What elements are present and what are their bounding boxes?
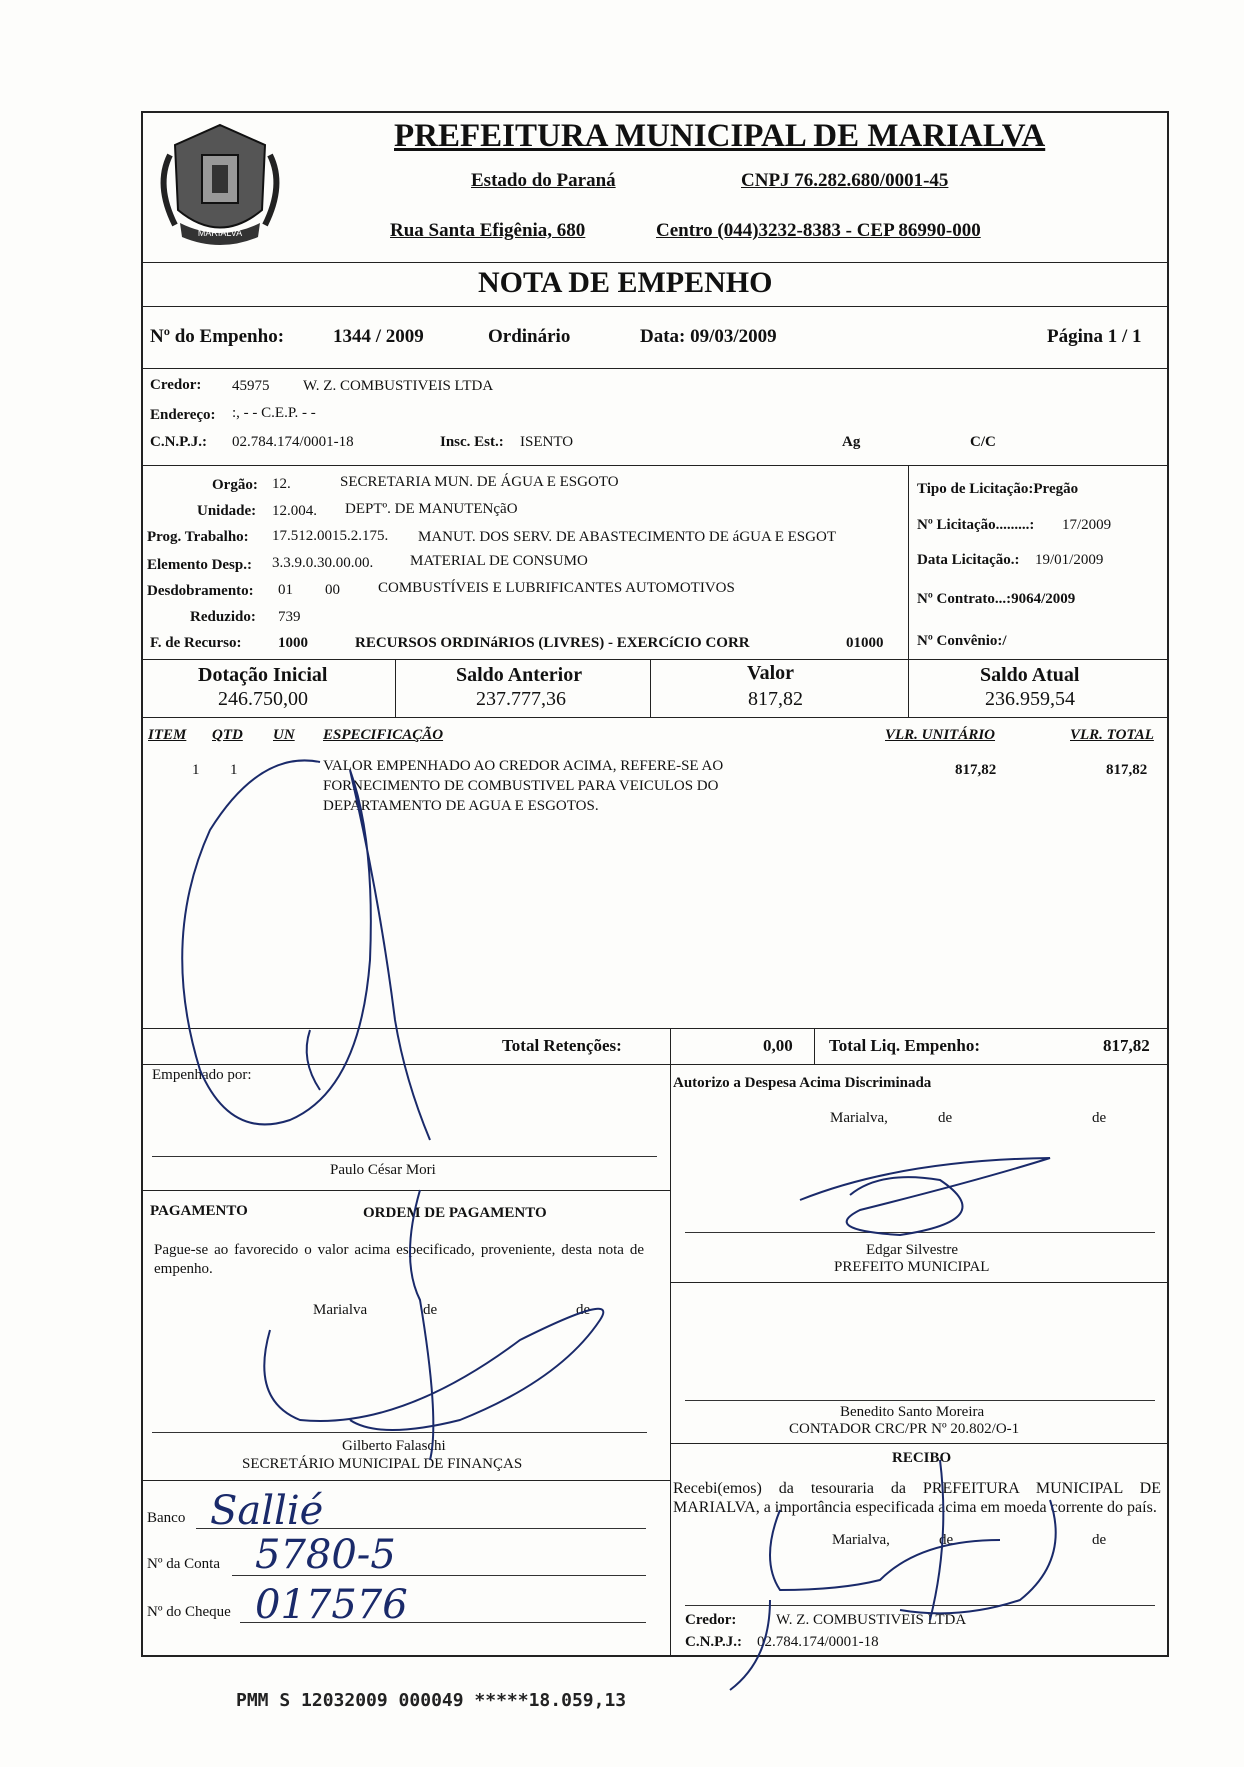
reduzido-value: 739 — [278, 609, 301, 625]
prog-code: 17.512.0015.2.175. — [272, 528, 389, 544]
pagamento-role: SECRETÁRIO MUNICIPAL DE FINANÇAS — [242, 1456, 523, 1472]
pagamento-title: PAGAMENTO — [150, 1203, 248, 1219]
state-name: Estado do Paraná — [471, 170, 616, 191]
reduzido-label: Reduzido: — [190, 609, 256, 625]
col-un: UN — [273, 727, 295, 743]
header-cnpj: CNPJ 76.282.680/0001-45 — [741, 170, 949, 191]
credor-label: Credor: — [150, 377, 202, 393]
autorizo-signer: Edgar Silvestre — [866, 1242, 959, 1258]
col-qtd: QTD — [212, 727, 243, 743]
valor-label: Valor — [747, 662, 795, 684]
conta-label: Nº da Conta — [147, 1556, 220, 1572]
item-spec-line1: VALOR EMPENHADO AO CREDOR ACIMA, REFERE-SE AO — [323, 758, 724, 774]
data-licitacao-value: 19/01/2009 — [1035, 552, 1104, 568]
elemento-code: 3.3.9.0.30.00.00. — [272, 555, 374, 571]
pagamento-text: Pague-se ao favorecido o valor acima especificado, proveniente, desta nota de empenho. — [154, 1242, 644, 1277]
desdobramento-label: Desdobramento: — [147, 583, 254, 599]
item-spec-line2: FORNECIMENTO DE COMBUSTIVEL PARA VEICULOS DO — [323, 778, 719, 794]
autorizo-place: Marialva, — [830, 1110, 888, 1126]
recibo-credor-label: Credor: — [685, 1612, 737, 1628]
insc-value: ISENTO — [520, 434, 574, 450]
recurso-code2: 01000 — [846, 635, 884, 651]
item-qtd: 1 — [230, 762, 238, 778]
liq-empenho-label: Total Liq. Empenho: — [829, 1036, 980, 1055]
numero-licitacao-label: Nº Licitação.........: — [917, 517, 1035, 533]
recurso-code: 1000 — [278, 635, 308, 651]
municipality-title: PREFEITURA MUNICIPAL DE MARIALVA — [394, 118, 1046, 154]
credor-name: W. Z. COMBUSTIVEIS LTDA — [303, 378, 494, 394]
data-licitacao-label: Data Licitação.: — [917, 552, 1020, 568]
desdobramento-code: 01 — [278, 582, 293, 598]
recibo-place: Marialva, — [832, 1532, 890, 1548]
autorizo-role: PREFEITO MUNICIPAL — [834, 1259, 990, 1275]
col-item: ITEM — [148, 727, 187, 743]
col-spec: ESPECIFICAÇÃO — [323, 727, 444, 743]
dotacao-inicial-label: Dotação Inicial — [198, 664, 328, 686]
contador-role: CONTADOR CRC/PR Nº 20.802/O-1 — [789, 1421, 1020, 1437]
banco-handwritten: Sallié — [210, 1488, 324, 1534]
pagamento-place: Marialva — [313, 1302, 368, 1318]
empenho-label: Nº do Empenho: — [150, 326, 285, 347]
saldo-anterior-label: Saldo Anterior — [456, 664, 583, 686]
recibo-de1: de — [939, 1532, 954, 1548]
pagamento-de1: de — [423, 1302, 438, 1318]
recibo-title: RECIBO — [892, 1450, 952, 1466]
empenhado-label: Empenhado por: — [152, 1067, 252, 1083]
header-address: Rua Santa Efigênia, 680 — [390, 220, 586, 241]
insc-label: Insc. Est.: — [440, 434, 504, 450]
contador-signer: Benedito Santo Moreira — [840, 1404, 985, 1420]
cc-label: C/C — [970, 434, 996, 450]
footer-stamp: PMM S 12032009 000049 *****18.059,13 — [236, 1690, 627, 1711]
convenio: Nº Convênio:/ — [917, 633, 1007, 649]
elemento-desc: MATERIAL DE CONSUMO — [410, 553, 588, 569]
orgao-desc: SECRETARIA MUN. DE ÁGUA E ESGOTO — [340, 474, 619, 490]
elemento-label: Elemento Desp.: — [147, 557, 252, 573]
col-unit-price: VLR. UNITÁRIO — [885, 727, 996, 743]
recibo-cnpj-label: C.N.P.J.: — [685, 1634, 742, 1650]
desdobramento-code2: 00 — [325, 582, 340, 598]
unidade-desc: DEPTº. DE MANUTENçãO — [345, 501, 518, 517]
dotacao-inicial-value: 246.750,00 — [218, 688, 308, 710]
autorizo-de2: de — [1092, 1110, 1107, 1126]
empenhado-signer: Paulo César Mori — [330, 1162, 436, 1178]
contrato: Nº Contrato...:9064/2009 — [917, 591, 1076, 607]
recibo-credor-value: W. Z. COMBUSTIVEIS LTDA — [776, 1612, 967, 1628]
recurso-label: F. de Recurso: — [150, 635, 242, 651]
retencoes-label: Total Retenções: — [502, 1036, 622, 1055]
empenho-date: Data: 09/03/2009 — [640, 326, 777, 347]
recurso-desc: RECURSOS ORDINáRIOS (LIVRES) - EXERCíCIO CORR — [355, 635, 750, 651]
item-spec-line3: DEPARTAMENTO DE AGUA E ESGOTOS. — [323, 798, 599, 814]
numero-licitacao-value: 17/2009 — [1062, 517, 1112, 533]
empenho-number: 1344 / 2009 — [333, 326, 424, 347]
cheque-handwritten: 017576 — [255, 1582, 408, 1628]
banco-label: Banco — [147, 1510, 186, 1526]
conta-handwritten: 5780-5 — [255, 1532, 396, 1578]
pagamento-de2: de — [576, 1302, 591, 1318]
item-number: 1 — [192, 762, 200, 778]
valor-value: 817,82 — [748, 688, 803, 710]
pagamento-signer: Gilberto Falaschi — [342, 1438, 446, 1454]
cheque-label: Nº do Cheque — [147, 1604, 231, 1620]
endereco-label: Endereço: — [150, 407, 216, 423]
autorizo-de1: de — [938, 1110, 953, 1126]
prog-desc: MANUT. DOS SERV. DE ABASTECIMENTO DE áGUA E ESGOT — [418, 529, 836, 545]
header-contact: Centro (044)3232-8383 - CEP 86990-000 — [656, 220, 981, 241]
orgao-label: Orgão: — [212, 477, 258, 493]
saldo-anterior-value: 237.777,36 — [476, 688, 566, 710]
svg-text:MARIALVA: MARIALVA — [197, 228, 243, 238]
page-number: Página 1 / 1 — [1047, 326, 1142, 347]
ordem-pagamento: ORDEM DE PAGAMENTO — [363, 1205, 547, 1221]
item-total: 817,82 — [1106, 762, 1148, 778]
endereco-value: :, - - C.E.P. - - — [232, 405, 316, 421]
retencoes-value: 0,00 — [763, 1036, 793, 1055]
saldo-atual-value: 236.959,54 — [985, 688, 1075, 710]
prog-label: Prog. Trabalho: — [147, 529, 249, 545]
autorizo-title: Autorizo a Despesa Acima Discriminada — [673, 1075, 932, 1091]
unidade-code: 12.004. — [272, 503, 317, 519]
cnpj-label: C.N.P.J.: — [150, 434, 207, 450]
cnpj-value: 02.784.174/0001-18 — [232, 434, 354, 450]
recibo-de2: de — [1092, 1532, 1107, 1548]
desdobramento-desc: COMBUSTÍVEIS E LUBRIFICANTES AUTOMOTIVOS — [378, 580, 735, 596]
recibo-text: Recebi(emos) da tesouraria da PREFEITURA MUNICIPAL DE MARIALVA, a importância especificada acima em moeda corrente do país. — [673, 1480, 1161, 1516]
recibo-cnpj-value: 02.784.174/0001-18 — [757, 1634, 879, 1650]
ag-label: Ag — [842, 434, 861, 450]
empenho-type: Ordinário — [488, 326, 571, 347]
col-total: VLR. TOTAL — [1070, 727, 1154, 743]
saldo-atual-label: Saldo Atual — [980, 664, 1080, 686]
tipo-licitacao: Tipo de Licitação:Pregão — [917, 481, 1079, 497]
document-title: NOTA DE EMPENHO — [478, 266, 773, 299]
orgao-code: 12. — [272, 476, 291, 492]
item-unit-price: 817,82 — [955, 762, 997, 778]
liq-empenho-value: 817,82 — [1103, 1036, 1150, 1055]
unidade-label: Unidade: — [197, 503, 257, 519]
credor-code: 45975 — [232, 378, 270, 394]
